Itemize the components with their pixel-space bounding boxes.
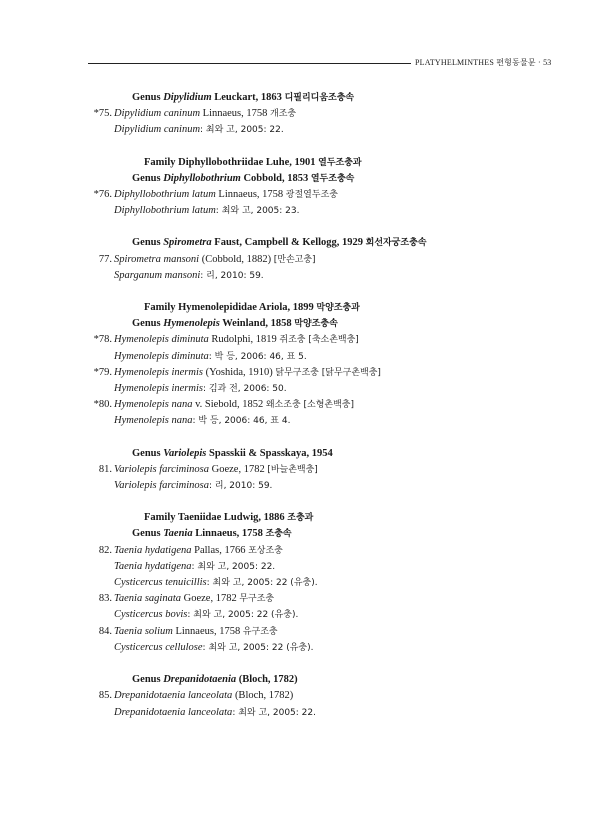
citation: Cysticercus tenuicillis: 최와 고, 2005: 22 (유충).	[114, 577, 318, 589]
genus-heading: Genus Spirometra Faust, Campbell & Kellogg, 1929 회선자궁조충속	[132, 237, 427, 249]
citation: Dipylidium caninum: 최와 고, 2005: 22.	[114, 124, 284, 136]
genus-heading: Genus Variolepis Spasskii & Spasskaya, 1954	[132, 447, 333, 459]
genus-heading: Genus Drepanidotaenia (Bloch, 1782)	[132, 674, 298, 686]
running-header: PLATYHELMINTHES 편형동물문 · 53	[415, 58, 552, 67]
citation: Sparganum mansoni: 리, 2010: 59.	[114, 269, 264, 281]
species-entry: *75. Dipylidium caninum Linnaeus, 1758 개조충	[93, 108, 297, 120]
genus-heading: Genus Hymenolepis Weinland, 1858 막양조충속	[132, 318, 338, 330]
citation: Diphyllobothrium latum: 최와 고, 2005: 23.	[114, 205, 300, 217]
page-body	[88, 90, 558, 721]
family-heading: Family Hymenolepididae Ariola, 1899 막양조충과	[144, 302, 360, 314]
species-entry: *78. Hymenolepis diminuta Rudolphi, 1819 쥐조충 [축소촌백충]	[93, 334, 359, 346]
citation: Hymenolepis inermis: 김과 전, 2006: 50.	[114, 383, 287, 395]
family-heading: Family Taeniidae Ludwig, 1886 조충과	[144, 512, 314, 524]
species-entry: *79. Hymenolepis inermis (Yoshida, 1910) 닭무구조충 [닭무구촌백충]	[93, 366, 381, 378]
species-entry: 83. Taenia saginata Goeze, 1782 무구조충	[98, 593, 275, 605]
species-entry: *80. Hymenolepis nana v. Siebold, 1852 왜소조충 [소형촌백충]	[93, 399, 354, 411]
species-entry: *76. Diphyllobothrium latum Linnaeus, 1758 광절열두조충	[93, 189, 338, 201]
citation: Cysticercus cellulose: 최와 고, 2005: 22 (유충).	[114, 641, 314, 653]
citation: Hymenolepis nana: 박 등, 2006: 46, 표 4.	[114, 415, 291, 427]
citation: Variolepis farciminosa: 리, 2010: 59.	[114, 480, 273, 492]
citation: Hymenolepis diminuta: 박 등, 2006: 46, 표 5.	[114, 350, 307, 362]
family-heading: Family Diphyllobothriidae Luhe, 1901 열두조충과	[144, 156, 362, 168]
species-entry: 77. Spirometra mansoni (Cobbold, 1882) [만손고충]	[98, 253, 316, 265]
genus-heading: Genus Taenia Linnaeus, 1758 조충속	[132, 528, 292, 540]
citation: Taenia hydatigena: 최와 고, 2005: 22.	[114, 560, 276, 572]
header-rule	[88, 63, 411, 64]
citation: Cysticercus bovis: 최와 고, 2005: 22 (유충).	[114, 609, 299, 621]
genus-heading: Genus Diphyllobothrium Cobbold, 1853 열두조충속	[132, 172, 355, 184]
species-entry: 85. Drepanidotaenia lanceolata (Bloch, 1782)	[98, 690, 294, 702]
species-entry: 82. Taenia hydatigena Pallas, 1766 포상조충	[98, 544, 283, 556]
citation: Drepanidotaenia lanceolata: 최와 고, 2005: 22.	[114, 706, 316, 718]
species-entry: 84. Taenia solium Linnaeus, 1758 유구조충	[98, 625, 278, 637]
genus-heading: Genus Dipylidium Leuckart, 1863 디필리디움조충속	[132, 92, 355, 103]
species-entry: 81. Variolepis farciminosa Goeze, 1782 [바늘촌백충]	[98, 463, 318, 475]
